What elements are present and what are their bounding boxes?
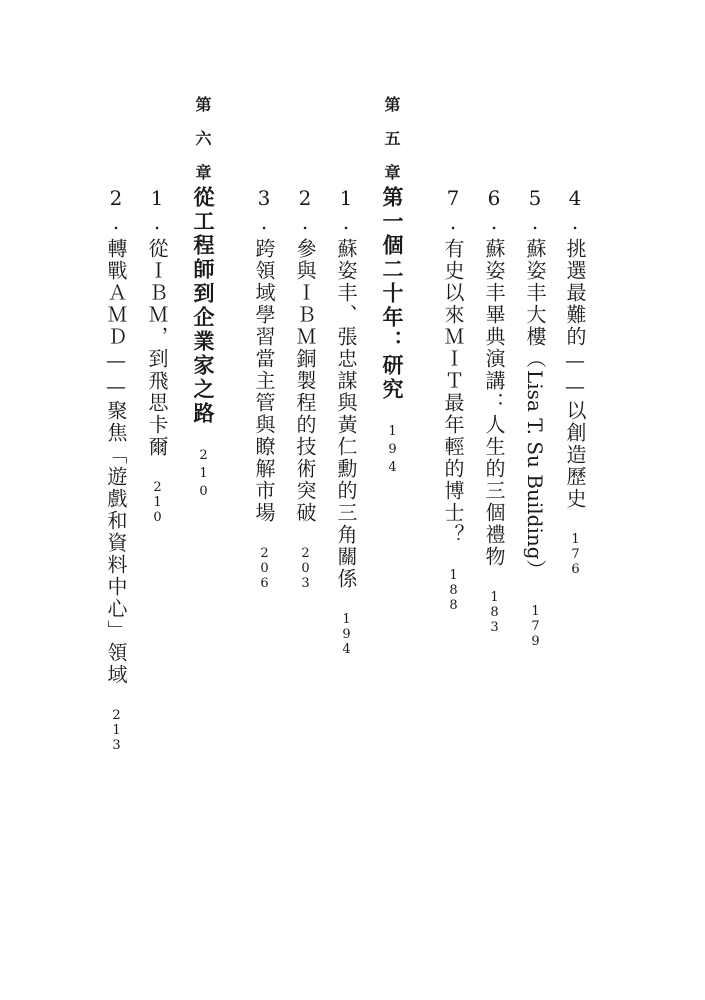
page-number: 210 (150, 480, 165, 525)
toc-entry-6[interactable]: 6.蘇姿丰畢典演講：人生的三個禮物183 (482, 186, 506, 635)
chapter-5-label: 第五章 (382, 96, 401, 198)
page-number: 194 (385, 424, 400, 478)
page-number: 203 (298, 546, 313, 591)
page-number: 188 (446, 568, 461, 613)
chapter-title: 從工程師到企業家之路 (191, 186, 215, 426)
page-number: 213 (109, 708, 124, 753)
toc-entry-6-2[interactable]: 2.轉戰ＡＭＤ——聚焦「遊戲和資料中心」領域213 (104, 186, 128, 753)
page-number: 179 (528, 603, 543, 649)
toc-entry-5[interactable]: 5.蘇姿丰大樓（Lisa T. Su Building）179 (523, 186, 547, 649)
entry-title: 蘇姿丰大樓（Lisa T. Su Building） (523, 238, 547, 582)
page-number: 206 (257, 546, 272, 591)
toc-entry-5-3[interactable]: 3.跨領域學習當主管與瞭解市場206 (252, 186, 276, 591)
toc-entry-6-1[interactable]: 1.從ＩＢＭ，到飛思卡爾210 (145, 186, 169, 525)
page-number: 176 (568, 532, 583, 577)
entry-title: 有史以來ＭＩＴ最年輕的博士？ (441, 238, 465, 546)
entry-title: 從ＩＢＭ，到飛思卡爾 (145, 238, 169, 458)
entry-title: 蘇姿丰畢典演講：人生的三個禮物 (482, 238, 506, 568)
toc-entry-7[interactable]: 7.有史以來ＭＩＴ最年輕的博士？188 (441, 186, 465, 613)
entry-title: 跨領域學習當主管與瞭解市場 (252, 238, 276, 524)
entry-title: 挑選最難的——以創造歷史 (563, 238, 587, 510)
page-number: 183 (487, 590, 502, 635)
entry-title: 蘇姿丰、張忠謀與黃仁勳的三角關係 (334, 238, 358, 590)
entry-title: 參與ＩＢＭ銅製程的技術突破 (293, 238, 317, 524)
chapter-title: 第一個二十年：研究 (380, 186, 404, 402)
toc-entry-5-2[interactable]: 2.參與ＩＢＭ銅製程的技術突破203 (293, 186, 317, 591)
entry-title: 轉戰ＡＭＤ——聚焦「遊戲和資料中心」領域 (104, 238, 128, 686)
toc-entry-4[interactable]: 4.挑選最難的——以創造歷史176 (563, 186, 587, 577)
toc-entry-5-1[interactable]: 1.蘇姿丰、張忠謀與黃仁勳的三角關係194 (334, 186, 358, 657)
page-number: 194 (339, 612, 354, 657)
chapter-5-heading[interactable] (381, 186, 402, 478)
chapter-6-label: 第六章 (193, 96, 212, 198)
page-number: 210 (196, 448, 211, 502)
chapter-6-heading[interactable] (192, 186, 213, 502)
